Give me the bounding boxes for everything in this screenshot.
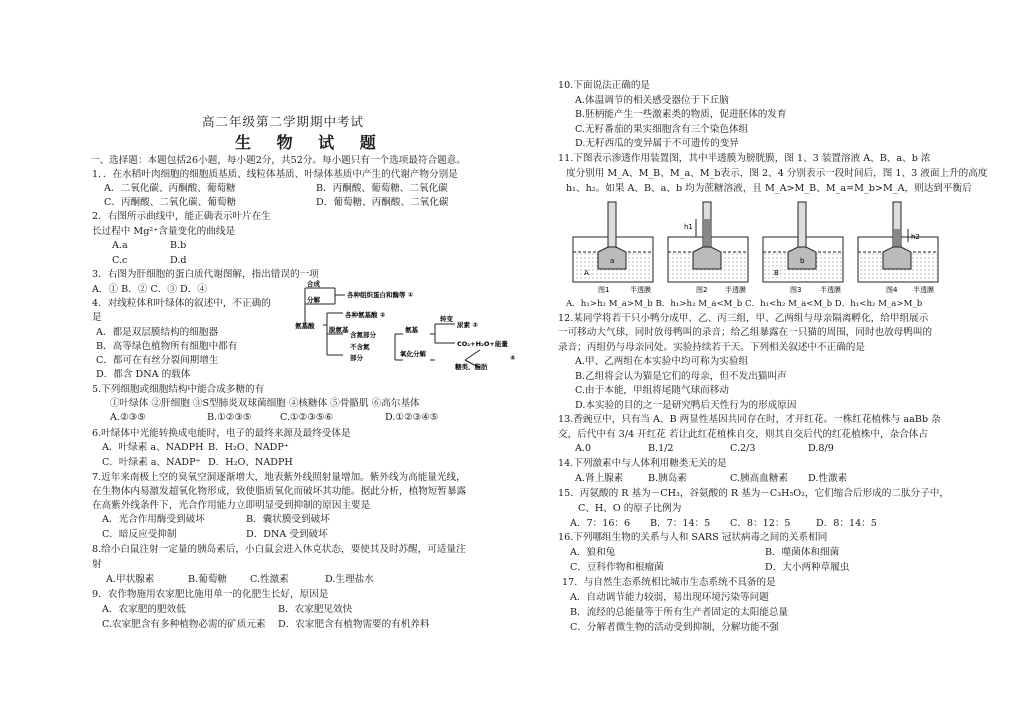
option-c: C．豆科作物和根瘤菌	[570, 562, 664, 573]
option-c: C．8：12：5	[730, 518, 791, 529]
membrane-label: 半透膜	[913, 286, 934, 294]
option-b: B．噬菌体和细菌	[765, 547, 840, 558]
question-stem-cont: 一可移动大气球，同时放母鸭叫的录音；给乙组暴露在一只猫的周围，同时也放母鸭叫的	[558, 327, 933, 338]
option-a: A．7：16：6	[570, 518, 631, 529]
option-d: D.生理盐水	[325, 574, 374, 585]
option-a: A．都是双层膜结构的细胞器	[96, 327, 219, 338]
option-d: D．葡萄糖、丙酮酸、二氧化碳	[316, 197, 449, 208]
option-c: C.c	[112, 255, 128, 266]
option-a: A．二氧化碳、丙酮酸、葡萄糖	[104, 183, 236, 194]
label-A: A	[584, 269, 589, 277]
option-c: C.性激素	[250, 574, 289, 585]
protein-metabolism-diagram	[295, 280, 520, 370]
option-d: D．DNA 受到破坏	[246, 529, 328, 540]
option-a: A.0	[575, 443, 592, 454]
question-stem: 9．农作物施用农家肥比施用单一的化肥生长好，原因是	[92, 589, 329, 600]
option-d: D．都含 DNA 的载体	[96, 369, 191, 380]
option-a: A.②③⑤	[110, 412, 146, 423]
diagram-deamination: 脱氨基	[329, 326, 349, 334]
diagram-urea: 尿素 ③	[457, 321, 478, 329]
question-stem-cont: 在高紫外线条件下，光合作用能力立即明显受到抑制的原因主要是	[92, 500, 371, 511]
option-d: D.①②③④⑤	[385, 412, 439, 423]
diagram-convert: 转变	[440, 315, 453, 323]
diagram-n-part: 含氮部分	[350, 331, 376, 339]
question-stem: 5.下列细胞或细胞结构中能合成多糖的有	[92, 384, 265, 395]
question-stem-cont: C、H、O 的原子比例为	[578, 503, 682, 514]
subject-title: 生 物 试 题	[235, 133, 386, 152]
option-c: C.由于本能，甲组将尾随气球而移动	[575, 385, 729, 396]
diagram-part: 部分	[350, 354, 363, 362]
question-stem: 16.下列哪组生物的关系与人和 SARS 冠状病毒之间的关系相同	[558, 532, 828, 543]
diagram-non-n: 不含氮	[350, 343, 370, 351]
h2-label: h2	[911, 233, 920, 241]
diagram-co2: CO₂+H₂O+能量	[457, 340, 508, 348]
option-d: D．农家肥含有植物需要的有机养料	[278, 619, 430, 630]
diagram-num4: ④	[510, 354, 516, 362]
option-c: C．分解者微生物的活动受到抑制，分解功能不强	[570, 622, 779, 633]
membrane-label: 半透膜	[725, 286, 746, 294]
option-d: D．大小两种草履虫	[765, 562, 850, 573]
option-b: B．H₂O、NADP⁺	[208, 442, 289, 453]
option-a: A．自动调节能力较弱，易出现环境污染等问题	[570, 592, 769, 603]
question-stem: 17．与自然生态系统相比城市生态系统不具备的是	[562, 577, 776, 588]
osmosis-figures	[568, 197, 948, 297]
option-b: B．流经的总能量等于所有生产者固定的太阳能总量	[570, 607, 789, 618]
option-d: D.本实验的目的之一是研究鸭后天性行为的形成原因	[575, 400, 797, 411]
figure-2	[668, 202, 748, 294]
question-stem: 7.近年来南极上空的臭氧空洞逐渐增大，地表紫外线照射量增加。紫外线为高能量光线，	[92, 472, 466, 483]
option-d: D.性激素	[808, 473, 848, 484]
question-stem-cont: 长过程中 Mg²⁺含量变化的曲线是	[92, 226, 236, 237]
question-stem: 12.某同学将若干只小鸭分成甲、乙、丙三组，甲、乙两组与母亲隔离孵化，给甲组展示	[558, 313, 929, 324]
membrane-label: 半透膜	[630, 286, 651, 294]
option-b: B.①②③⑤	[207, 412, 252, 423]
diagram-product2: 各种氨基酸 ②	[345, 311, 386, 319]
diagram-product1: 各种组织蛋白和酶等 ①	[347, 291, 414, 299]
diagram-sugar: 糖类、脂肪	[455, 363, 488, 370]
option-c: C．叶绿素 a、NADP⁺	[102, 457, 201, 468]
option-b: B.葡萄糖	[188, 574, 227, 585]
option-a: A．光合作用酶受到破坏	[102, 514, 205, 525]
options-row: A．① B．② C．③ D．④	[92, 284, 207, 295]
fig4-label: 图4	[886, 286, 898, 294]
figure-3	[763, 202, 843, 294]
question-stem: 14.下列激素中与人体利用糖类无关的是	[558, 458, 727, 469]
option-c: C.胰高血糖素	[730, 473, 789, 484]
option-b: B．农家肥见效快	[278, 604, 353, 615]
question-stem: 2．右图所示曲线中，能正确表示叶片在生	[92, 211, 271, 222]
question-stem: 15．丙氨酸的 R 基为－CH₃，谷氨酸的 R 基为－C₃H₅O₂，它们缩合后形成的二肽分子中，	[558, 488, 949, 499]
diagram-synthesis: 合成	[307, 280, 320, 288]
option-c: C．都可在有丝分裂间期增生	[96, 355, 219, 366]
question-stem: 3．右图为肝细胞的蛋白质代谢图解，指出错误的一项	[92, 269, 319, 280]
option-b: B．高等绿色植物所有细胞中都有	[96, 341, 238, 352]
question-stem: 6.叶绿体中光能转换成电能时，电子的最终来源及最终受体是	[92, 428, 351, 439]
diagram-ammonia: 氨基	[405, 326, 418, 334]
option-a: A.甲、乙两组在本实验中均可称为实验组	[575, 356, 749, 367]
fig2-label: 图2	[696, 286, 708, 294]
option-b: B．囊状膜受到破坏	[246, 514, 330, 525]
label-b: b	[800, 257, 805, 265]
membrane-label: 半透膜	[820, 286, 841, 294]
figure-1	[573, 202, 653, 294]
diagram-decompose: 分解	[307, 296, 320, 304]
label-a: a	[610, 257, 615, 265]
question-stem: 8.给小白鼠注射一定量的胰岛素后，小白鼠会进入休克状态，要使其及时苏醒，可适量注	[92, 544, 466, 555]
option-c: C．暗反应受抑制	[102, 529, 177, 540]
option-a: A．狼和兔	[570, 547, 616, 558]
option-b: B.胰岛素	[648, 473, 687, 484]
option-c: C.无籽番茄的果实细胞含有三个染色体组	[575, 124, 749, 135]
option-b: B.1/2	[648, 443, 674, 454]
option-a: A．叶绿素 a、NADPH	[102, 442, 204, 453]
question-stem: 1．．在水稻叶肉细胞的细胞质基质、线粒体基质、叶绿体基质中产生的代谢产物分别是	[92, 169, 458, 180]
q11-options: A．h₁>h₂ M_a>M_b B．h₁>h₂ M_a<M_b C．h₁<h₂ M_a<M_b D．h₁<h₂ M_a>M_b	[566, 299, 923, 309]
items-row: ①叶绿体 ②肝细胞 ③S型肺炎双球菌细胞 ④核糖体 ⑤骨骼肌 ⑥高尔基体	[110, 398, 420, 409]
exam-title: 高二年级第二学期期中考试	[202, 114, 365, 129]
question-stem: 11.下图表示渗透作用装置图，其中半透膜为膀胱膜，图 1、3 装置溶液 A、B、a、b 浓	[558, 153, 931, 164]
option-b: B.胚柄能产生一些激素类的物质，促进胚体的发育	[575, 109, 787, 120]
question-stem: 10.下面说法正确的是	[558, 80, 651, 91]
option-b: B．7：14：5	[650, 518, 711, 529]
option-b: B．丙酮酸、葡萄糖、二氧化碳	[316, 183, 448, 194]
diagram-oxidize: 氧化分解	[400, 350, 426, 358]
option-a: A.a	[112, 240, 128, 251]
option-d: D．8：14：5	[816, 518, 877, 529]
option-c: C.①②③⑤⑥	[280, 412, 334, 423]
fig3-label: 图3	[790, 286, 802, 294]
question-stem-cont: h₁、h₂。如果 A、B、a、b 均为蔗糖溶液，且 M_A>M_B、M_a=M_b>M_A，则达到平衡后	[566, 183, 972, 194]
question-stem-cont: 射	[92, 559, 102, 570]
question-stem-cont: 录音；丙组仍与母亲同处。实验持续若干天。下列相关叙述中不正确的是	[558, 342, 865, 353]
option-c: C.农家肥含有多种植物必需的矿质元素	[102, 619, 266, 630]
option-b: B.b	[170, 240, 187, 251]
option-a: A.肾上腺素	[575, 473, 624, 484]
question-stem-cont: 交，后代中有 3/4 开红花 若让此红花植株自交，则其自交后代的红花植株中，杂合体占	[558, 429, 928, 440]
question-stem-cont: 度分别用 M_A、M_B、M_a、M_b表示，图 2、4 分别表示一段时间后，图 1、3 液面上升的高度	[566, 168, 988, 179]
question-stem-cont: 在生物体内易激发超氧化物形成，致使脂质氧化而破坏其功能。据此分析，植物短暂暴露	[92, 486, 467, 497]
option-a: A.体温调节的相关感受器位于下丘脑	[575, 95, 729, 106]
option-d: D.8/9	[808, 443, 834, 454]
option-c: C.2/3	[730, 443, 756, 454]
option-b: B.乙组将会认为猫是它们的母亲，但不发出猫叫声	[575, 371, 787, 382]
question-stem-cont: 是	[92, 312, 102, 323]
option-c: C．丙酮酸、二氧化碳、葡萄糖	[104, 197, 237, 208]
label-B: B	[774, 269, 779, 277]
diagram-aminoacid: 氨基酸	[295, 322, 315, 330]
option-a: A．农家肥的肥效低	[102, 604, 186, 615]
option-d: D.无籽西瓜的变异属于不可遗传的变异	[575, 138, 739, 149]
section-heading: 一、选择题：本题包括26小题，每小题2分，共52分。每小题只有一个选项最符合题意。	[90, 155, 466, 166]
question-stem: 13.香豌豆中，只有当 A、B 两显性基因共同存在时，才开红花。一株红花植株与 aaBb 杂	[558, 414, 941, 425]
figure-4	[858, 202, 938, 294]
option-d: D．H₂O、NADPH	[208, 457, 293, 468]
option-d: D.d	[170, 255, 187, 266]
fig1-label: 图1	[598, 286, 610, 294]
option-a: A.甲状腺素	[106, 574, 155, 585]
h1-label: h1	[684, 223, 693, 231]
question-stem: 4．对线粒体和叶绿体的叙述中，不正确的	[92, 298, 271, 309]
